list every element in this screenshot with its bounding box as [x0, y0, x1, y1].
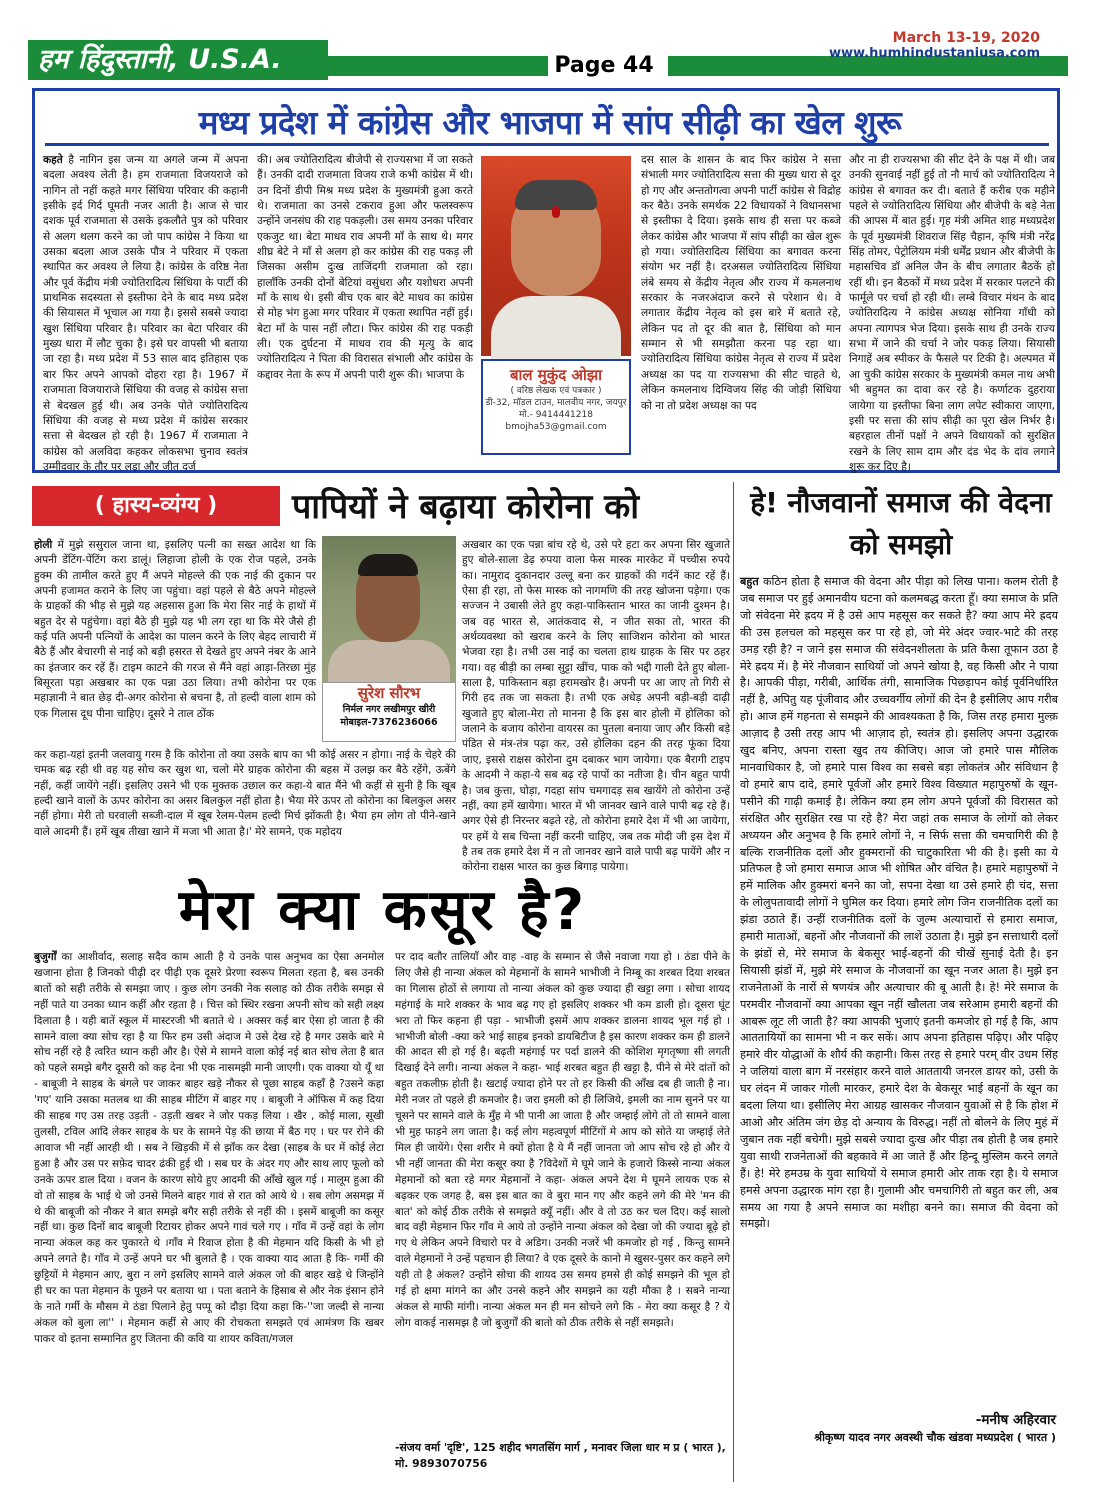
column-text: की। अब ज्योतिरादित्य बीजेपी से राज्यसभा में जा सकते हैं। उनकी दादी राजमाता विजय राजे कभी कांग्रेस में थी। उन दिनों डीपी मिश्र मध्य प्रदेश के मुख्यमंत्री हुआ करते थे। राजमाता का उनसे टकराव हुआ और फलस्वरूप उन्होंने जनसंघ की राह पकड़ली। उस समय उनका परिवार एकजुट था। बेटा माधव राव अपनी माँ के साथ थे। मगर शीघ्र बेटे ने माँ से अलग हो कर कांग्रेस की राह पकड़ ली जिसका असीम दुःख ताजिंदगी राजमाता को रहा। हालाँकि उनकी दोनों बेटियां वसुंधरा और यशोधरा अपनी माँ के साथ थे। इसी बीच एक बार बेटे माधव का कांग्रेस से मोह भंग हुआ मगर परिवार में एकता स्थापित नहीं हुई। बेटा माँ के पास नहीं लौटा। फिर कांग्रेस की राह पकड़ी ली। एक दुर्घटना में माधव राव की मृत्यु के बाद ज्योतिरादित्य ने पिता की विरासत संभाली और कांग्रेस के कद्दावर नेता के रूप में अपनी पारी शुरू की। भाजपा के: [257, 154, 473, 381]
page-number: Page 44: [548, 50, 660, 82]
article-column: [34, 748, 456, 860]
column-text: दस साल के शासन के बाद फिर कांग्रेस ने सत्ता संभाली मगर ज्योतिरादित्य सत्ता की मुख्य धारा से दूर हो गए और अन्ततोगत्वा अपनी पार्टी कांग्रेस से विद्रोह कर बैठे। उनके समर्थक 22 विधायकों ने विधानसभा से इस्तीफा दे दिया। इसके साथ ही सत्ता पर कब्जे लेकर कांग्रेस और भाजपा में सांप सीढ़ी का खेल शुरू हो गया। ज्योतिरादित्य सिंधिया का बगावत करना संयोग भर नहीं है। दरअसल ज्योतिरादित्य सिंधिया लंबे समय से केंद्रीय नेतृत्व और राज्य में कमलनाथ सरकार के नजरअंदाज करने से परेशान थे। वे लगातार केंद्रीय नेतृत्व को इस बारे में बताते रहे, लेकिन पद तो दूर की बात है, सिंधिया को मान सम्मान से भी समझौता करना पड़ रहा था। ज्योतिरादित्य सिंधिया कांग्रेस नेतृत्व से राज्य में प्रदेश अध्यक्ष का पद या राज्यसभा की सीट चाहते थे, लेकिन कमलनाथ दिग्विजय सिंह की जोड़ी सिंधिया को ना तो प्रदेश अध्यक्ष का पद: [641, 154, 841, 412]
article-column: [34, 950, 384, 1480]
author-photo: [322, 536, 456, 682]
masthead: [0, 0, 1095, 92]
issue-date: March 13-19, 2020: [892, 30, 1040, 46]
article-column: [257, 153, 473, 468]
article-column: [740, 574, 1058, 1406]
lead-word: बुजुर्गों: [34, 951, 57, 963]
author-address: निर्मल नगर लखीमपुर खीरी: [342, 704, 436, 715]
author-name: सुरेश सौरभ: [357, 684, 421, 702]
author-byline: [481, 359, 631, 455]
author-name: -मनीष अहिरवार: [975, 1412, 1056, 1428]
article-mp-politics: [32, 88, 1060, 473]
author-byline: [322, 682, 456, 742]
column-text: में मुझे ससुराल जाना था, इसलिए पत्नी का सख्त आदेश था कि अपनी डेंटिंग-पेंटिंग करा डालूं। लिहाजा होली के एक रोज पहले, उनके हुक्म की तामील करते हुए मैं अपने मोहल्ले की एक नाई की दुकान पर अपनी हजामत कराने के लिए जा पहुंचा। वहां पहले से बैठे अपने मोहल्ले के ग्राहकों की भीड़ से मुझे यह अहसास हुआ कि मेरा सिर नाई के हाथों में बहुत देर से पहुंचेगा। वहां बैठे ही मुझे यह भी लग रहा था कि मेरे जैसे ही कई पति अपनी पत्नियों के आदेश का पालन करने के लिए बेहद लाचारी में बैठे हैं और बेचारगी से नाई को बड़ी हसरत से देखते हुए अपने नंबर के आने का इंतजार कर रहें हैं। टाइम काटने की गरज से मैंने वहां आड़ा-तिरछा मुंह बिसूरता पड़ा अखबार का एक पन्ना उठा लिया। तभी कोरोना पर एक महाज्ञानी ने बात छेड़ दी-अगर कोरोना से बचना है, तो हल्दी वाला शाम को एक गिलास दूध पीना चाहिए। दूसरे ने ताल ठोंक: [34, 539, 316, 720]
website-link[interactable]: www.humhindustaniusa.com: [828, 46, 1040, 61]
logo[interactable]: हम हिंदुस्तानी, U.S.A.: [28, 40, 328, 80]
lead-word: बहुत: [740, 575, 759, 588]
article-column: [849, 153, 1055, 473]
column-text: और ना ही राज्यसभा की सीट देने के पक्ष में थी। जब उनकी सुनवाई नहीं हुई तो नौ मार्च को ज्योतिरादित्य ने कांग्रेस से बगावत कर दी। बताते हैं करीब एक महीने पहले से ज्योतिरादित्य सिंधिया और बीजेपी के बड़े नेता की आपस में बात हुई। गृह मंत्री अमित शाह मध्यप्रदेश के पूर्व मुख्यमंत्री शिवराज सिंह चैहान, कृषि मंत्री नरेंद्र सिंह तोमर, पेट्रोलियम मंत्री धर्मेंद्र प्रधान और बीजेपी के महासचिव डॉ अनिल जैन के बीच लगातार बैठकें हो रहीं थी। इन बैठकों में मध्य प्रदेश में सरकार पलटने की फार्मूले पर चर्चा हो रही थी। लम्बे विचार मंथन के बाद ज्योतिरादित्य ने कांग्रेस अध्यक्ष सोनिया गाँधी को अपना त्यागपत्र भेज दिया। इसके साथ ही उनके राज्य सभा में जाने की चर्चा ने जोर पकड़ लिया। सियासी निगाहें अब स्पीकर के फैसले पर टिकी है। अल्पमत में आ चुकी कांग्रेस सरकार के मुख्यमंत्री कमल नाथ अभी भी बहुमत का दावा कर रहे है। कर्णाटक दुहराया जायेगा या इस्तीफा बिना लाग लपेट स्वीकारा जाएगा, इसी पर सत्ता की सांप सीढ़ी का पूरा खेल निर्भर है। बहरहाल तीनों पक्षों ने अपने विधायकों को सुरक्षित रखने के लिए साम दाम और दंड भेद के दांव लगाने शुरू कर दिए है।: [849, 154, 1055, 473]
author-address: डी-32, मॉडल टाउन, मालवीय नगर, जयपुर: [485, 398, 627, 408]
lead-word: होली: [34, 539, 53, 551]
article-youth-appeal: [736, 482, 1066, 1482]
divider: [45, 143, 1049, 146]
column-text: कठिन होता है समाज की वेदना और पीड़ा को लिख पाना। कलम रोती है जब समाज पर हुई अमानवीय घटना को कलमबद्ध करता हूँ। क्या समाज के प्रति जो संवेदना मेरे ह्रदय में है उसे आप महसूस कर सकते है? क्या आप मेरे ह्रदय की उस हलचल को महसूस कर पा रहे हो, जो मेरे अंदर ज्वार-भाटे की तरह उमड़ रही है? न जाने इस समाज की संवेदनशीलता के प्रति कैसा तूफान उठा है मेरे ह्रदय में। है मेरे नौजवान साथियों जो अपने खोया है, वह किसी और ने पाया है। आपकी पीड़ा, गरीबी, आर्थिक तंगी, सामाजिक पिछड़ापन कोई पूर्वनिर्धारित नहीं है, अपितु यह पूंजीवाद और उच्चवर्गीय लोगों की देन है इसीलिए आप गरीब हो। आज हमें गहनता से समझने की आवश्यकता है कि, जिस तरह हमारा मुल्क़ आज़ाद है उसी तरह आप भी आज़ाद हो, स्वतंत्र हो। इसलिए अपना उद्धारक खुद बनिए, अपना रास्ता खुद तय कीजिए। आज जो हमारे पास मौलिक मानवाधिकार है, जो हमारे पास विश्व का सबसे बड़ा लोकतंत्र और संविधान है वो हमारे बाप दादे, हमारे पूर्वजों और हमारे विश्व विख्यात महापुरुषों के खून-पसीने की गाढ़ी कमाई है। लेकिन क्या हम लोग अपने पूर्वजों की विरासत को संरक्षित और सुरक्षित रख पा रहे है? मेरा जहां तक समाज के लोगों को लेकर अध्ययन और अनुभव है कि हमारे लोगों ने, न सिर्फ सत्ता की चमचागिरी की है बल्कि राजनीतिक दलों और हुक्मरानों की चाटुकारिता भी की है। इसी का ये प्रतिफल है जो हमारा समाज आज भी शोषित और वंचित है। हमारे महापुरुषों ने हमें मालिक और हुक्मरां बनने का जो, सपना देखा था उसे हमारे ही चंद, सत्ता के लोलुपतावादी लोगों ने घुमिल कर दिया। हमारे लोग जिन राजनीतिक दलों का झंडा उठाते हैं। उन्हीं राजनीतिक दलों के जुल्म अत्याचारों से हमारा समाज, हमारी माताओं, बहनों और नौजवानों की लाशें उठाता है। मुझे इन सत्ताधारी दलों के झंडों से, मेरे समाज के बेकसूर भाई-बहनों की चीखें सुनाई देती है। इन सियासी झंडों में, मुझे मेरे समाज के नौजवानों का खून नजर आता है। मुझे इन राजनेताओं के नारों से षणयंत्र और अत्याचार की बू आती है। हे! मेरे समाज के परमवीर नौजवानों क्या आपका खून नहीं खौलता जब सरेआम हमारी बहनों की आबरू लूट ली जाती है? क्या आपकी भुजाएं इतनी कमजोर हो गई है कि, आप आततायियों का सामना भी न कर सकें। आप अपना इतिहास पढ़िए। और पढ़िए हमारे वीर योद्धाओं के शौर्य की कहानी। किस तरह से हमारे परम् वीर उधम सिंह ने जलियां वाला बाग में नरसंहार करने वाले आततायी जनरल डायर को, उसी के घर लंदन में जाकर गोली मारकर, हमारे देश के बेकसूर भाई बहनों के खून का बदला लिया था। इसीलिए मेरा आग्रह खासकर नौजवान युवाओं से है कि होश में आओ और अंतिम जंग छेड़ दो अन्याय के विरुद्ध। नहीं तो बोलने के लिए मुहं में जुबान तक नहीं बचेगी। मुझे सबसे ज्यादा दुःख और पीड़ा तब होती है जब हमारे युवा साथी राजनेताओं की बहकावे में आ जाते हैं और हिन्दू मुस्लिम करने लगते हैं। हे! मेरे हमउम्र के युवा साथियों ये समाज हमारी ओर ताक रहा है। ये समाज हमसे अपना उद्धारक मांग रहा है। गुलामी और चमचागिरी तो बहुत कर ली, अब समय आ गया है अपने समाज का मशीहा बनने का। समाज की वेदना को समझो।: [740, 575, 1058, 1231]
article-column: [43, 153, 249, 473]
author-photo: [481, 156, 631, 356]
article-column: [395, 950, 730, 1438]
author-email[interactable]: bmojha53@gmail.com: [505, 422, 607, 432]
section-tag: ( हास्य-व्यंग्य ): [32, 486, 280, 526]
column-rule: [733, 482, 734, 1482]
article-headline: पापियों ने बढ़ाया कोरोना को: [292, 487, 640, 527]
lead-word: कहते: [43, 154, 63, 166]
column-text: है नागिन इस जन्म या अगले जन्म में अपना बदला अवश्य लेती है। हम राजमाता विजयराजे को नागिन तो नहीं कहते मगर सिंधिया परिवार की कहानी इसीके इर्द गिर्द घूमती नजर आती है। आज से चार दशक पूर्व राजमाता से उसके इकलौते पुत्र को परिवार से अलग थलग करने का जो पाप कांग्रेस ने किया था उसका बदला आज उसके पौत्र ने परिवार में एकता स्थापित कर अवश्य ले लिया है। कांग्रेस के वरिष्ठ नेता और पूर्व केंद्रीय मंत्री ज्योतिरादित्य सिंधिया के पार्टी की प्राथमिक सदस्यता से इस्तीफा देने के बाद मध्य प्रदेश की सियासत में भूचाल आ गया है। इससे सबसे ज्यादा खुश सिंधिया परिवार है। परिवार का बेटा परिवार की मुख्य धारा में लौट चुका है। इसे घर वापसी भी बताया जा रहा है। मध्य प्रदेश में 53 साल बाद इतिहास एक बार फिर अपने आपको दोहरा रहा है। 1967 में राजमाता विजयाराजे सिंधिया की वजह से कांग्रेस सत्ता से बेदखल हुई थी। अब उनके पोते ज्योतिरादित्य सिंधिया की वजह से मध्य प्रदेश में कांग्रेस सरकार सत्ता से बेदखल हो रही है। 1967 में राजमाता ने कांग्रेस को अलविदा कहकर लोकसभा चुनाव स्वतंत्र उम्मीदवार के तौर पर लड़ा और जीत दर्ज: [43, 154, 249, 473]
article-headline: मध्य प्रदेश में कांग्रेस और भाजपा में सांप सीढ़ी का खेल शुरू: [198, 103, 902, 142]
author-address: श्रीकृष्ण यादव नगर अवस्थी चौक खंडवा मध्यप्रदेश ( भारत ): [814, 1431, 1056, 1444]
column-text: कर कहा-यहां इतनी जलवायु गरम है कि कोरोना तो क्या उसके बाप का भी कोई असर न होगा। नाई के चेहरे की चमक बढ़ रही थी वह यह सोच कर खुश था, चलो मेरे ग्राहक कोरोना की बहस में उलझ कर बैठे रहेंगे, ऊबेंगे नहीं, कहीं जायेंगे नहीं। इसलिए उसने भी एक मुक्तक उछाल कर कहा-ये बात मैंने भी कहीं से सुनी है कि खूब हल्दी खाने वालों के ऊपर कोरोना का असर बिलकुल नहीं होता है। भैया मेरे ऊपर तो कोरोना का बिलकुल असर नहीं होगा। मेरी तो घरवाली सब्जी-दाल में खूब रेलम-पेलम हल्दी मिर्च झोंकती है। भैया हम लोग तो पीने-खाने वाले आदमी हैं। हमें खूब तीखा खाने में मजा भी आता है।' मेरे सामने, एक महोदय: [34, 749, 456, 838]
author-role: ( वरिष्ठ लेखक एवं पत्रकार ): [510, 386, 602, 396]
author-phone: मोबाइल-7376236066: [340, 717, 438, 728]
author-phone: मो.- 9414441218: [519, 410, 593, 420]
article-headline: मेरा क्या कसूर है?: [178, 878, 588, 943]
article-headline: हे! नौजवानों समाज की वेदना को समझो: [750, 486, 1052, 561]
column-text: अखबार का एक पन्ना बांच रहे थे, उसे परे हटा कर अपना सिर खुजाते हुए बोले-साला डेढ़ रुपया वाला फेस मास्क मारकेट में पच्चीस रुपये का। नामुराद दुकानदार उल्लू बना कर ग्राहकों की गर्दनें काट रहें हैं। ऐसा ही रहा, तो फेस मास्क को नागमणि की तरह खोजना पड़ेगा। एक सज्जन ने उबासी लेते हुए कहा-पाकिस्तान भारत का जानी दुश्मन है। जब वह भारत से, आतंकवाद से, न जीत सका तो, भारत की अर्थव्यवस्था को खराब करने के लिए साजिशन कोरोना को भारत भेजवा रहा है। तभी उस नाई का चलता हाथ ग्राहक के सिर पर ठहर गया। वह बीड़ी का लम्बा सुट्टा खींच, पाक को भद्दी गाली देते हुए बोला-साला है, पाकिस्तान बड़ा हरामखोर है। अपनी पर आ जाए तो गिरी से गिरी हद तक जा सकता है। तभी एक अधेड़ अपनी बड़ी-बड़ी दाढ़ी खुजाते हुए बोला-मेरा तो मानना है कि इस बार होली में होलिका को जलाने के बजाय कोरोना वायरस का पुतला बनाया जाए और किसी बड़े पंडित से मंत्र-तंत्र पढ़ा कर, उसे होलिका दहन की तरह फूंका दिया जाए, इससे राक्षस कोरोना दुम दबाकर भाग जायेगा। एक बैरागी टाइप के आदमी ने कहा-ये सब बढ़ रहे पापों का नतीजा है। चीन बहुत पापी है। जब कुत्ता, घोड़ा, गदहा सांप चमगादड़ सब खायेंगे तो कोरोना उन्हें नहीं, क्या हमें खायेगा। भारत में भी जानवर खाने वाले पापी बढ़ रहे हैं। अगर ऐसे ही निरन्तर बढ़ते रहे, तो कोरोना हमारे देश में भी आ जायेगा, पर हमें ये सब चिन्ता नहीं करनी चाहिए, जब तक मोदी जी इस देश में है तब तक हमारे देश में न तो जानवर खाने वाले पापी बढ़ पायेंगे और न कोरोना राक्षस भारत का कुछ बिगाड़ पायेगा।: [462, 539, 730, 874]
article-column: [462, 538, 730, 874]
column-text: पर दाद बतौर तालियाँ और वाह -वाह के सम्मान से जैसे नवाजा गया हो । ठंडा पीने के लिए जैसे ही नान्या अंकल को मेहमानों के सामने भाभीजी ने निम्बू का शरबत दिया शरबत का गिलास होठों से लगाया तो नान्या अंकल को कुछ ज्यादा ही खट्टा लगा । सोचा शायद महंगाई के मारे शक्कर के भाव बढ़ गए हो इसलिए शक्कर भी कम डाली हो। दूसरा घूंट भरा तो फिर कहना ही पड़ा - भाभीजी इसमें आप शक्कर डालना शायद भूल गई हो । भाभीजी बोली -क्या करे भाई साहब इनको डायबिटीज है इस कारण शक्कर कम ही डालने की आदत सी हो गई है। बढ़ती महंगाई पर पर्दा डालने की कोशिश मृगतृष्णा सी लगती दिखाई देने लगी। नान्या अंकल ने कहा- भाई शरबत बहुत ही खट्टा है, पीने से मेरे दांतों को बहुत तकलीफ़ होती है। खटाई ज्यादा होने पर तो हर किसी की आँख दब ही जाती है ना। मेरी नजर तो पहले ही कमजोर है। जरा इमली को ही लिजिये, इमली का नाम सुनने पर या चूसने पर सामने वाले के मुँह मे भी पानी आ जाता है और जम्हाई लोगे तो तो सामने वाला भी मुह फाड़ने लग जाता है। कई लोग महत्वपूर्ण मीटिंगों मे आप को सोते या जम्हाई लेते मिल ही जायेंगे। ऐसा शरीर मे क्यों होता है ये मैं नहीं जानता जो आप सोच रहे हो और ये भी नहीं जानता की मेरा कसूर क्या है ?विदेशों मे घूमे जाने के हजारो किस्से नान्या अंकल मेहमानों को बता रहे मगर मेहमानों ने कहा- अंकल अपने देश मे घूमने लायक एक से बढ़कर एक जगह है, बस इस बात का वे बुरा मान गए और कहने लगे की मेरे 'मन की बात' को कोई ठीक तरीके से समझते क्यूँ नहीं। और वे तो उठ कर चल दिए। कई सालो बाद वही मेहमान फिर गाँव मे आये तो उन्होंने नान्या अंकल को देखा जो की ज्यादा बूढ़े हो गए थे लेकिन अपने विचारो पर वे अडिग। उनकी नजरें भी कमजोर हो गई , किन्तु सामने वाले मेहमानों ने उन्हें पहचान ही लिया? वे एक दूसरे के कानो मे खुसर-पुसर कर कहने लगे यही तो है अंकल? उन्होंने सोचा की शायद उस समय हमसे ही कोई समझने की भूल हो गई हो क्षमा मांगने का और उनसे कहने और समझने का यही मौका है । सबने नान्या अंकल से माफी मांगी। नान्या अंकल मन ही मन सोचने लगे कि - मेरा क्या कसूर है ? ये लोग वाकई नासमझ है जो बुजुर्गों की बातो को ठीक तरीके से नहीं समझते।: [395, 951, 730, 1329]
article-column: [641, 153, 841, 412]
author-signature: -संजय वर्मा 'दृष्टि', 125 शहीद भगतसिंग मार्ग , मनावर जिला धार म प्र ( भारत ), मो. 9893070756: [395, 1441, 726, 1470]
author-name: बाल मुकुंद ओझा: [509, 366, 603, 384]
article-corona-satire-header: [32, 482, 732, 532]
column-text: का आशीर्वाद, सलाह सदैव काम आती है ये उनके पास अनुभव का ऐसा अनमोल खजाना होता है जिनको पीढ़ी दर पीढ़ी एक दूसरे प्रेरणा स्वरूप मिलता रहता है, बस उनकी बातों को सही तरीके से समझा जाए । कुछ लोग उनकी नेक सलाह को ठीक तरीके समझ से नहीं पाते या उनका ध्यान कहीं और रहता है । चित्त को स्थिर रखना अपनी सोच को सही लक्ष्य दिलाता है । यही बातें स्कूल में मास्टरजी भी बताते थे । अक्सर कई बार ऐसा हो जाता है की सामने वाला क्या सोच रहा है या फिर हम उसी अंदाज मे उसे देख रहे है मगर उसके बारे मे सोच नहीं रहे है त्वरित ध्यान कही और है। ऐसे मे सामने वाला कोई नई बात सोच लेता है बात को पहले समझे बगैर दूसरी को कह देना भी एक नासमझी मानी जाएगी। एक वाक्या यो यूँ था - बाबूजी ने साहब के बंगले पर जाकर बाहर खड़े नौकर से पूछा साहब कहाँ है ?उसने कहा 'गए' यानि उसका मतलब था की साहब मीटिंग में बाहर गए । बाबूजी ने ऑफिस में कह दिया की साहब गए उस तरह उड़ती - उड़ती खबर ने जोर पकड़ लिया । खैर , कोई माला, सूखी तुलसी, टविल आदि लेकर साहब के घर के सामने पेड़ की छाया में बैठ गए । घर पर रोने की आवाज भी नहीं आरही थी । सब ने खिड़की में से झाँक कर देखा (साहब के घर में कोई लेटा हुआ है और उस पर सफ़ेद चादर ढंकी हुई थी । सब घर के अंदर गए और साथ लाए फूलो को उनके ऊपर डाल दिया । वजन के कारण सोये हुए आदमी की आँखे खुल गई । मालूम हुआ की वो तो साहब के भाई थे जो उनसे मिलने बाहर गावं से रात को आये थे । सब लोग असमझ में थे की बाबूजी को नौकर ने बात समझे बगैर सही तरीके से नहीं की । इसमें बाबूजी का कसूर नहीं था। कुछ दिनों बाद बाबूजी रिटायर होकर अपने गावं चले गए । गाँव में उन्हें वहां के लोग नान्या अंकल कह कर पुकारते थे ।गाँव मे रिवाज होता है की मेहमान यदि किसी के भी हो अपने लगते है। गाँव मे उन्हें अपने घर भी बुलाते है । एक वाक्या याद आता है कि- गर्मी की छुट्टियों मे मेहमान आए, बुरा न लगे इसलिए सामने वाले अंकल जो की बाहर खड़े थे जिन्होंने ही घर का पता मेहमान के पूछने पर बताया था । पता बताने के हिसाब से और नेक इंसान होने के नाते गर्मी के मौसम मे ठंडा पिलाने हेतु पप्पू को दौड़ा दिया कहा कि-''जा जल्दी से नान्या अंकल को बुला ला'' । मेहमान कहीं से आए की रोचकता समझते एवं आमंत्रण कि खबर पाकर वो इतना सम्मानित हुए जितना की कवि या शायर कविता/गजल: [34, 951, 385, 1345]
article-column: [34, 538, 316, 748]
